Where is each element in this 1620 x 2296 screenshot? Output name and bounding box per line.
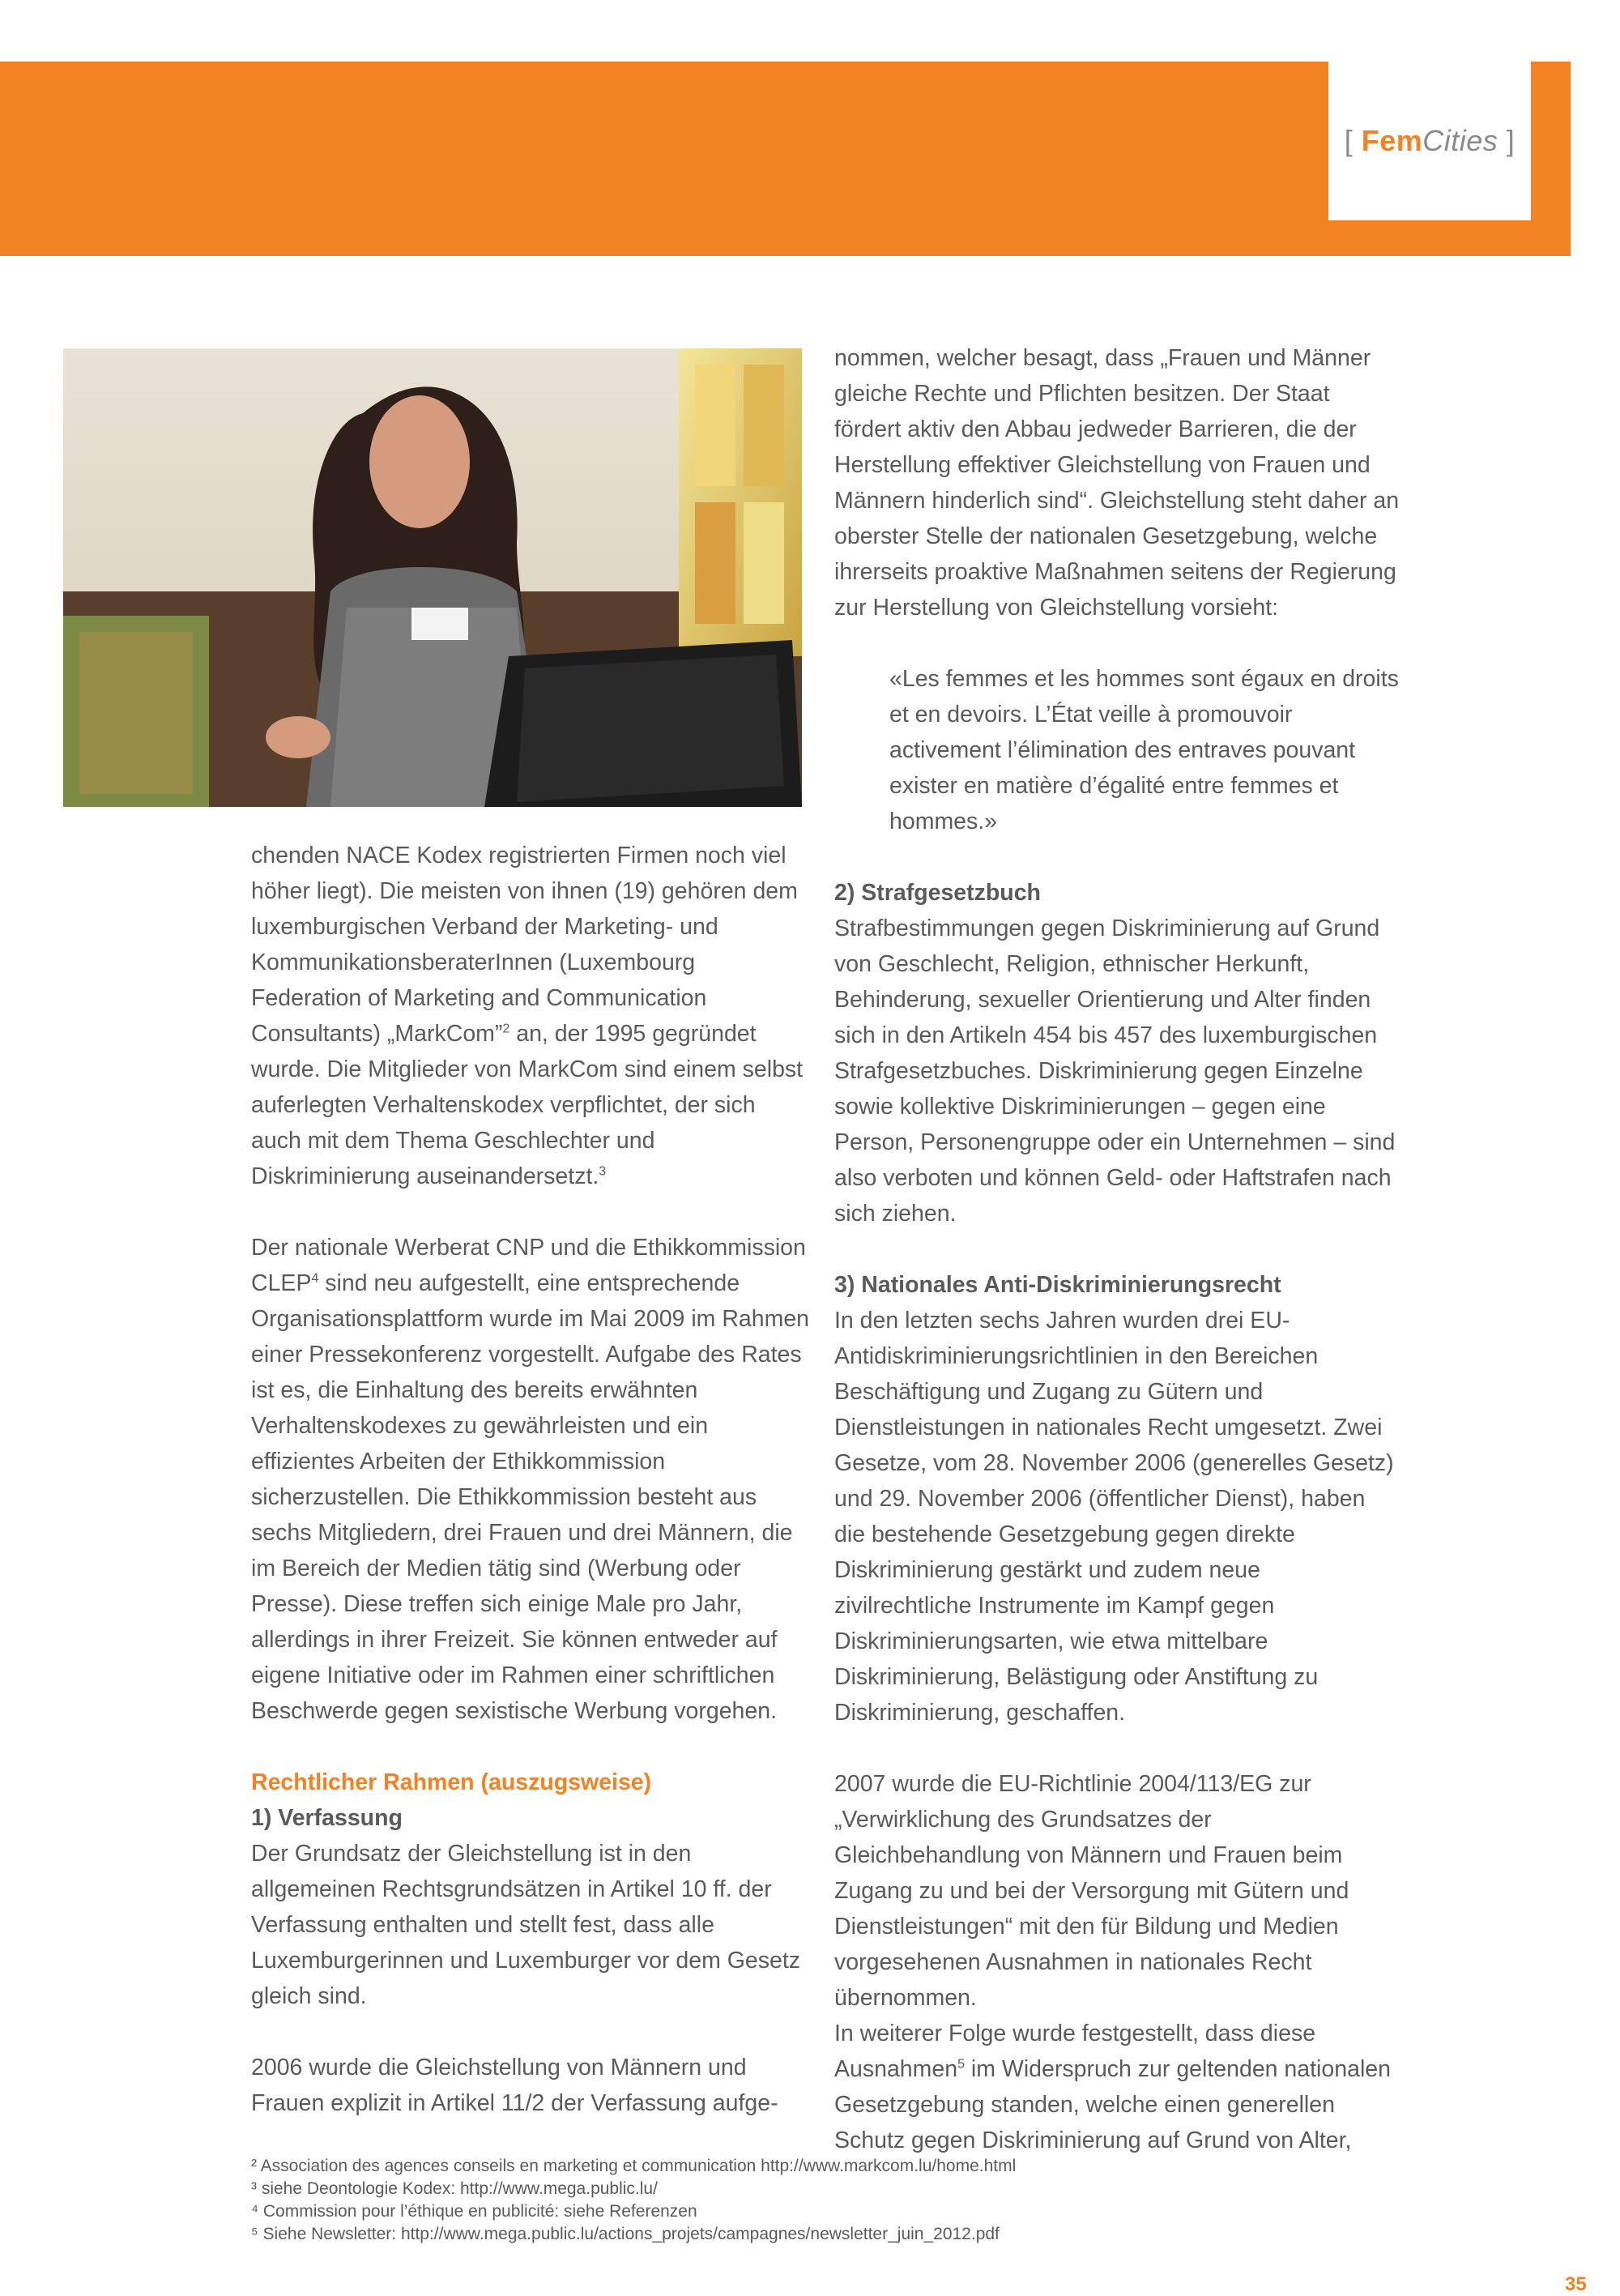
femcities-logo	[1345, 124, 1516, 158]
text: im Widerspruch zur geltenden nationalen Gesetzgebung standen, welche einen generellen Schutz gegen Diskriminierung auf Grund von Alter,	[834, 2056, 1391, 2153]
footnote-ref[interactable]: 2	[502, 1022, 510, 1036]
subsection-heading: 1) Verfassung	[251, 1805, 403, 1831]
footnote: ³ siehe Deontologie Kodex: http://www.mega.public.lu/	[251, 2179, 658, 2198]
logo-fem: Fem	[1361, 124, 1423, 157]
paragraph	[251, 1230, 810, 1729]
text: an, der 1995 gegründet wurde. Die Mitglieder von MarkCom sind einem selbst auferlegten Verhaltenskodex verpflichtet, der sich auch mit dem Thema Geschlechter und Diskriminierung auseinandersetzt.	[251, 1021, 804, 1189]
logo-box	[1328, 62, 1531, 220]
logo-bracket-open: [	[1344, 124, 1362, 157]
text: In weiterer Folge wurde festgestellt, dass diese Ausnahmen	[834, 2021, 1316, 2082]
subsection-heading: 2) Strafgesetzbuch	[834, 880, 1041, 906]
french-quote: «Les femmes et les hommes sont égaux en droits et en devoirs. L’État veille à promouvoir activement l’élimination des entraves pouvant exister en matière d’égalité entre femmes et hommes.»	[889, 666, 1399, 834]
paragraph: Der Grundsatz der Gleichstellung ist in den allgemeinen Rechtsgrundsätzen in Artikel 10 ff. der Verfassung enthalten und stellt fest, dass alle Luxemburgerinnen und Luxemburger vor dem Gesetz gleich sind.	[251, 1841, 801, 2009]
page-number: 35	[1565, 2273, 1587, 2295]
footnote: ² Association des agences conseils en marketing et communication http://www.markcom.lu/home.html	[251, 2157, 1017, 2175]
right-column	[834, 340, 1401, 2158]
footnotes	[251, 2155, 1466, 2246]
logo-bracket-close: ]	[1498, 124, 1516, 157]
paragraph: Strafbestimmungen gegen Diskriminierung auf Grund von Geschlecht, Religion, ethnischer Herkunft, Behinderung, sexueller Orientierung und Alter finden sich in den Artikeln 454 bis 457 des luxemburgischen Strafgesetzbuches. Diskriminierung gegen Einzelne sowie kollektive Diskriminierungen – gegen eine Person, Personengruppe oder ein Unternehmen – sind also verboten und können Geld- oder Haftstrafen nach sich ziehen.	[834, 915, 1396, 1227]
paragraph: nommen, welcher besagt, dass „Frauen und Männer gleiche Rechte und Pflichten besitzen. Der Staat fördert aktiv den Abbau jedweder Barrieren, die der Herstellung effektiver Gleichstellung von Frauen und Männern hinderlich sind“. Gleichstellung steht daher an oberster Stelle der nationalen Gesetzgebung, welche ihrerseits proaktive Maßnahmen seitens der Regierung zur Herstellung von Gleichstellung vorsieht:	[834, 345, 1400, 621]
text: chenden NACE Kodex registrierten Firmen noch viel höher liegt). Die meisten von ihnen (19) gehören dem luxemburgischen Verband der Marketing- und KommunikationsberaterInnen (Luxembourg Federation of Marketing and Communication Consultants) „MarkCom”	[251, 843, 798, 1047]
text: sind neu aufgestellt, eine entsprechende Organisationsplattform wurde im Mai 2009 im Rahmen einer Pressekonferenz vorgestellt. Aufgabe des Rates ist es, die Einhaltung des bereits erwähnten Verhaltenskodexes zu gewährleisten und ein effizientes Arbeiten der Ethikkommission sicherzustellen. Die Ethikkommission besteht aus sechs Mitgliedern, drei Frauen und drei Männern, die im Bereich der Medien tätig sind (Werbung oder Presse). Diese treffen sich einige Male pro Jahr, allerdings in ihrer Freizeit. Sie können entweder auf eigene Initiative oder im Rahmen einer schriftlichen Beschwerde gegen sexistische Werbung vorgehen.	[251, 1270, 810, 1724]
footnote-ref[interactable]: 5	[957, 2057, 966, 2072]
left-column	[251, 838, 810, 2121]
footnote-ref[interactable]: 3	[599, 1164, 607, 1179]
logo-cities: Cities	[1422, 124, 1498, 157]
section-heading: Rechtlicher Rahmen (auszugsweise)	[251, 1769, 652, 1795]
paragraph: 2006 wurde die Gleichstellung von Männern und Frauen explizit in Artikel 11/2 der Verfassung aufge-	[251, 2055, 778, 2116]
footnote: ⁴ Commission pour l’éthique en publicité: siehe Referenzen	[251, 2202, 697, 2221]
paragraph	[251, 838, 810, 1194]
paragraph: In den letzten sechs Jahren wurden drei EU-Antidiskriminierungsrichtlinien in den Bereichen Beschäftigung und Zugang zu Gütern und Dienstleistungen in nationales Recht umgesetzt. Zwei Gesetze, vom 28. November 2006 (generelles Gesetz) und 29. November 2006 (öffentlicher Dienst), haben die bestehende Gesetzgebung gegen direkte Diskriminierung gestärkt und zudem neue zivilrechtliche Instrumente im Kampf gegen Diskriminierungsarten, wie etwa mittelbare Diskriminierung, Belästigung oder Anstiftung zu Diskriminierung, geschaffen.	[834, 1308, 1394, 1726]
footnote-ref[interactable]: 4	[311, 1271, 319, 1286]
footnote: ⁵ Siehe Newsletter: http://www.mega.public.lu/actions_projets/campagnes/newsletter_juin_2012.pdf	[251, 2225, 1000, 2243]
paragraph: 2007 wurde die EU-Richtlinie 2004/113/EG zur „Verwirklichung des Grundsatzes der Gleichbehandlung von Männern und Frauen beim Zugang zu und bei der Versorgung mit Gütern und Dienstleistungen“ mit den für Bildung und Medien vorgesehenen Ausnahmen in nationales Recht übernommen.	[834, 1771, 1349, 2011]
presenter-photo	[63, 348, 802, 807]
paragraph	[834, 2016, 1401, 2158]
text: Der nationale Werberat CNP und die Ethikkommission CLEP	[251, 1235, 806, 1296]
subsection-heading: 3) Nationales Anti-Diskriminierungsrecht	[834, 1272, 1281, 1298]
